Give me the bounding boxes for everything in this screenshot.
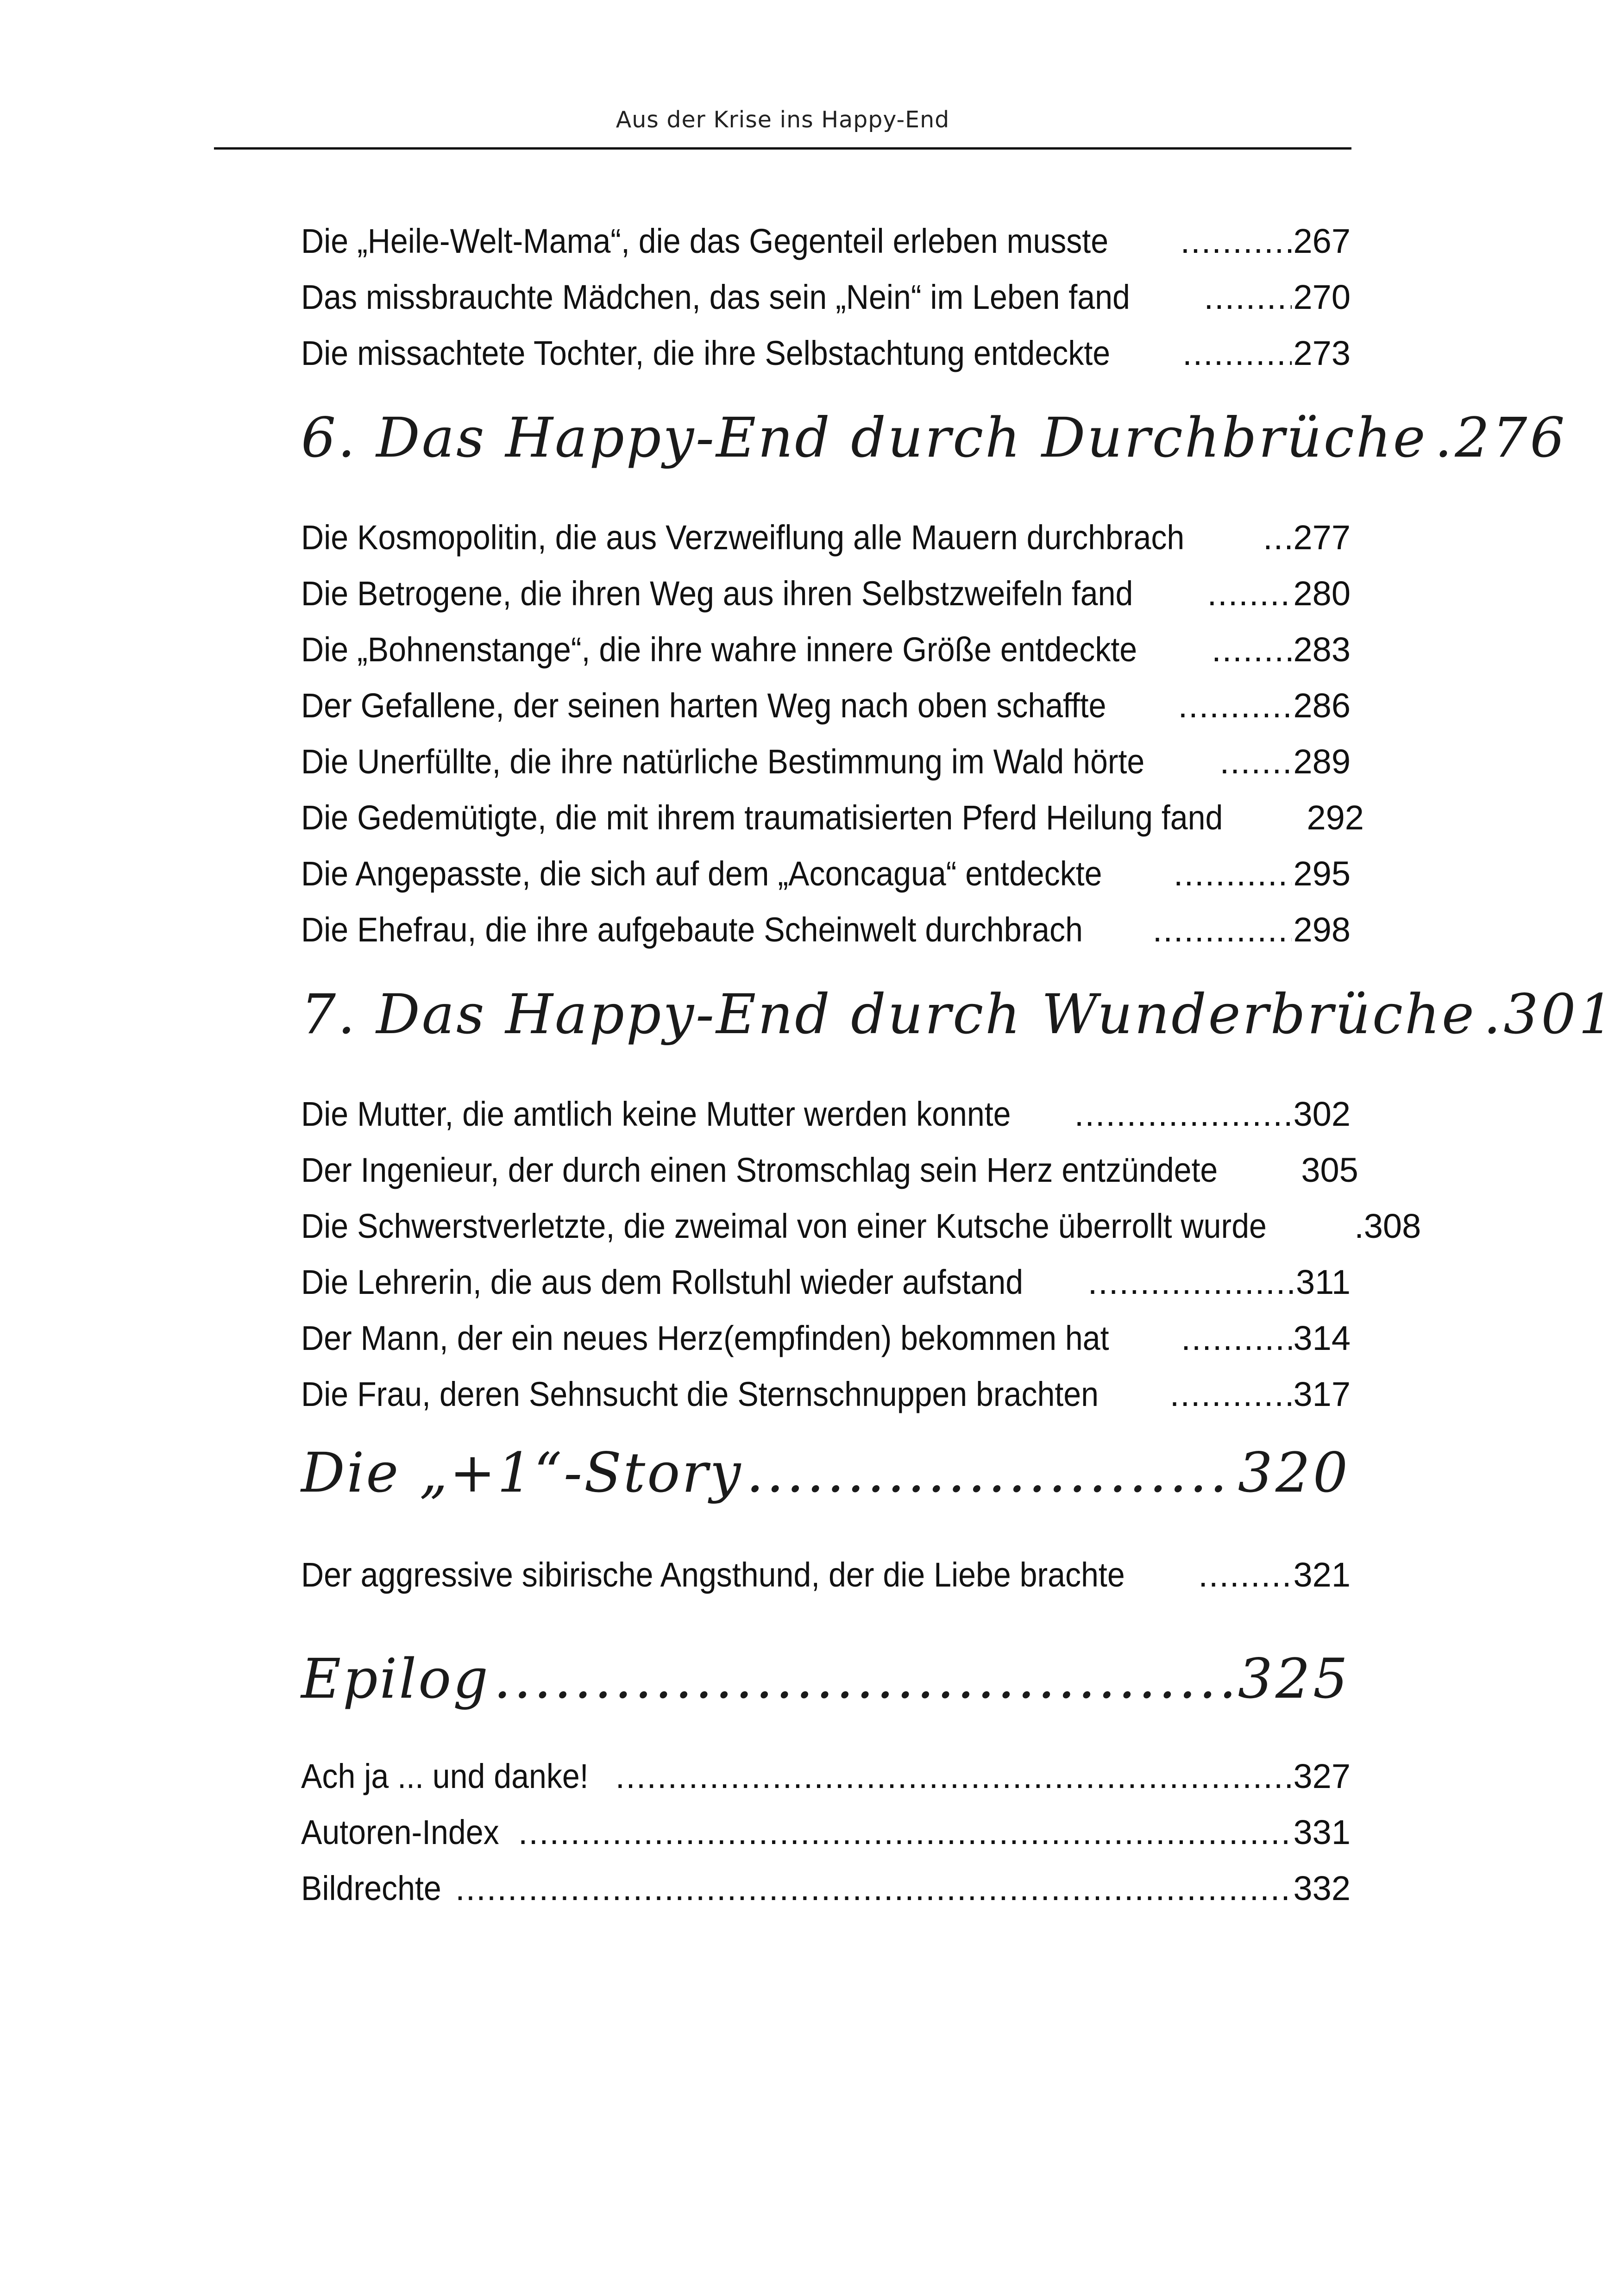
- toc-entry-title: Die Gedemütigte, die mit ihrem traumatisierten Pferd Heilung fand: [301, 798, 1223, 837]
- toc-entry-title: Ach ja ... und danke!: [301, 1757, 589, 1795]
- dot-leader: [1170, 1366, 1292, 1422]
- dot-leader: [1212, 621, 1291, 678]
- toc-entry-title: Die Ehefrau, die ihre aufgebaute Scheinwelt durchbrach: [301, 910, 1083, 949]
- toc-entry-title: Die Schwerstverletzte, die zweimal von einer Kutsche überrollt wurde: [301, 1207, 1267, 1245]
- dot-leader: [1181, 213, 1292, 269]
- chapter-title: Epilog: [301, 1647, 490, 1711]
- toc-entry[interactable]: [301, 1142, 1358, 1198]
- toc-entry-page: 305: [1301, 1151, 1358, 1189]
- toc-entry-page: 286: [1293, 686, 1351, 725]
- toc-entry[interactable]: [301, 1804, 1351, 1860]
- toc-entry-page: 331: [1293, 1813, 1351, 1851]
- toc-entry[interactable]: [301, 1366, 1351, 1422]
- toc-entry-page: 292: [1307, 798, 1364, 837]
- toc-entry-page: 317: [1293, 1375, 1351, 1413]
- dot-leader: [518, 1804, 1292, 1860]
- toc-entry-title: Die „Bohnenstange“, die ihre wahre innere Größe entdeckte: [301, 630, 1137, 669]
- toc-entry-title: Die missachtete Tochter, die ihre Selbstachtung entdeckte: [301, 334, 1111, 372]
- toc-entry-title: Bildrechte: [301, 1869, 441, 1907]
- toc-entry-title: Die Frau, deren Sehnsucht die Sternschnuppen brachten: [301, 1375, 1099, 1413]
- toc-entry-page: 314: [1293, 1319, 1351, 1357]
- dot-leader: [1178, 678, 1292, 734]
- toc-entry-page: 295: [1293, 854, 1351, 893]
- toc-block-plus-one-story: [301, 1547, 1351, 1603]
- dot-leader: [1174, 846, 1292, 902]
- dot-leader: [1153, 902, 1292, 958]
- dot-leader: [1182, 325, 1291, 381]
- toc-entry-page: 321: [1293, 1556, 1351, 1594]
- toc-entry[interactable]: [301, 902, 1351, 958]
- toc-entry-title: Die Kosmopolitin, die aus Verzweiflung alle Mauern durchbrach: [301, 518, 1185, 557]
- toc-entry[interactable]: [301, 1310, 1351, 1366]
- toc-entry[interactable]: [301, 621, 1351, 678]
- chapter-page: 325: [1238, 1647, 1351, 1711]
- toc-entry[interactable]: [301, 269, 1351, 325]
- chapter-heading-epilog[interactable]: [301, 1644, 1351, 1713]
- toc-block-appendix: [301, 1748, 1351, 1916]
- toc-entry[interactable]: [301, 1547, 1351, 1603]
- dot-leader: [455, 1860, 1291, 1916]
- toc-entry-title: Die „Heile-Welt-Mama“, die das Gegenteil erleben musste: [301, 222, 1109, 260]
- toc-block-stories-part5: [301, 213, 1351, 381]
- toc-entry-title: Autoren-Index: [301, 1813, 499, 1851]
- toc-entry-title: Der Gefallene, der seinen harten Weg nach oben schaffte: [301, 686, 1106, 725]
- toc-entry[interactable]: [301, 1086, 1351, 1142]
- toc-entry-title: Der Mann, der ein neues Herz(empfinden) bekommen hat: [301, 1319, 1109, 1357]
- chapter-title: 6. Das Happy-End durch Durchbrüche: [301, 406, 1427, 470]
- header-rule: [214, 147, 1351, 150]
- toc-entry-page: 283: [1293, 630, 1351, 669]
- toc-entry[interactable]: [301, 678, 1351, 734]
- toc-entry-page: 277: [1293, 518, 1351, 557]
- chapter-page: 320: [1238, 1441, 1351, 1505]
- dot-leader: [1074, 1086, 1292, 1142]
- dot-leader: [1263, 509, 1291, 565]
- toc-entry-page: 289: [1293, 742, 1351, 781]
- toc-block-chapter-6: [301, 509, 1364, 958]
- toc-entry[interactable]: [301, 1860, 1351, 1916]
- toc-entry[interactable]: [301, 1198, 1421, 1254]
- running-header-title: Aus der Krise ins Happy-End: [616, 107, 950, 133]
- toc-entry-title: Der aggressive sibirische Angsthund, der die Liebe brachte: [301, 1556, 1125, 1594]
- chapter-title: Die „+1“-Story: [301, 1441, 743, 1505]
- chapter-heading-plus-one-story[interactable]: [301, 1438, 1351, 1507]
- toc-entry-title: Die Unerfüllte, die ihre natürliche Bestimmung im Wald hörte: [301, 742, 1145, 781]
- toc-entry[interactable]: [301, 846, 1351, 902]
- dot-leader: [1181, 1310, 1291, 1366]
- toc-entry-page: 273: [1293, 334, 1351, 372]
- dot-leader: [494, 1644, 1234, 1713]
- toc-entry[interactable]: [301, 1254, 1351, 1310]
- toc-entry-title: Die Betrogene, die ihren Weg aus ihren Selbstzweifeln fand: [301, 574, 1133, 613]
- dot-leader: [1204, 269, 1292, 325]
- toc-entry-title: Das missbrauchte Mädchen, das sein „Nein“ im Leben fand: [301, 278, 1130, 316]
- toc-entry[interactable]: [301, 734, 1351, 790]
- chapter-page: .276: [1434, 406, 1568, 470]
- toc-entry-title: Die Angepasste, die sich auf dem „Aconcagua“ entdeckte: [301, 854, 1102, 893]
- toc-entry-title: Die Lehrerin, die aus dem Rollstuhl wieder aufstand: [301, 1263, 1024, 1301]
- toc-entry-page: 327: [1293, 1757, 1351, 1795]
- dot-leader: [1207, 565, 1292, 621]
- toc-entry-page: .308: [1354, 1207, 1421, 1245]
- toc-entry-page: 267: [1293, 222, 1351, 260]
- toc-entry-title: Die Mutter, die amtlich keine Mutter werden konnte: [301, 1095, 1011, 1133]
- toc-entry-page: 298: [1293, 910, 1351, 949]
- toc-entry[interactable]: [301, 509, 1351, 565]
- toc-entry-page: 270: [1293, 278, 1351, 316]
- dot-leader: [1088, 1254, 1294, 1310]
- toc-entry-page: 332: [1293, 1869, 1351, 1907]
- toc-entry[interactable]: [301, 325, 1351, 381]
- toc-entry-title: Der Ingenieur, der durch einen Stromschlag sein Herz entzündete: [301, 1151, 1218, 1189]
- toc-entry-page: 311: [1296, 1263, 1351, 1301]
- toc-entry[interactable]: [301, 790, 1364, 846]
- dot-leader: [746, 1438, 1234, 1507]
- chapter-heading-6[interactable]: [301, 403, 1568, 472]
- chapter-title: 7. Das Happy-End durch Wunderbrüche: [301, 982, 1476, 1046]
- toc-block-chapter-7: [301, 1086, 1421, 1422]
- dot-leader: [1220, 734, 1292, 790]
- toc-entry[interactable]: [301, 213, 1351, 269]
- toc-entry[interactable]: [301, 565, 1351, 621]
- toc-entry-page: 302: [1293, 1095, 1351, 1133]
- dot-leader: [1198, 1547, 1291, 1603]
- chapter-heading-7[interactable]: [301, 979, 1616, 1049]
- dot-leader: [616, 1748, 1292, 1804]
- toc-entry-page: 280: [1293, 574, 1351, 613]
- toc-entry[interactable]: [301, 1748, 1351, 1804]
- chapter-page: .301: [1483, 982, 1616, 1046]
